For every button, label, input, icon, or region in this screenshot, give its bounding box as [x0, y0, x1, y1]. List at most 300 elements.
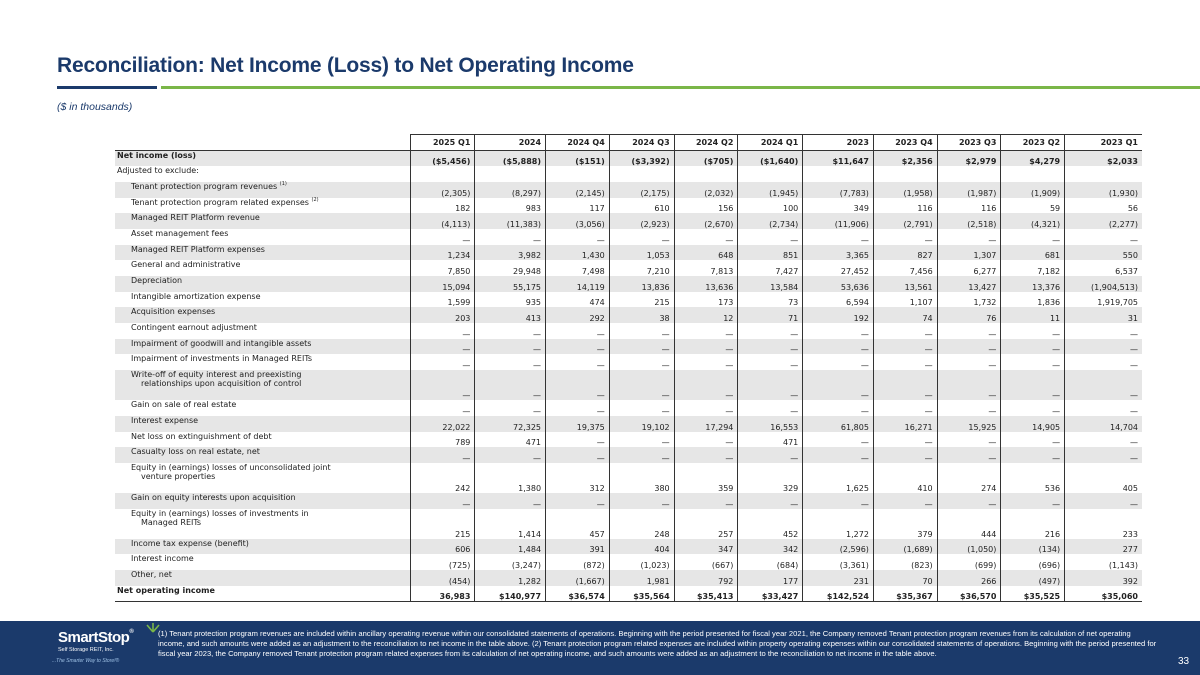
row-label	[115, 570, 410, 586]
table-cell: 3,365	[803, 245, 874, 261]
table-cell: 266	[937, 570, 1001, 586]
table-row	[115, 463, 1142, 493]
table-cell	[937, 166, 1001, 182]
table-cell: 1,625	[803, 463, 874, 493]
table-cell: 242	[410, 463, 475, 493]
table-cell: —	[475, 229, 546, 245]
table-cell: —	[738, 323, 803, 339]
row-label-continuation: venture properties	[141, 471, 216, 481]
table-cell: 71	[738, 307, 803, 323]
table-cell: 1,919,705	[1065, 292, 1142, 308]
row-label	[115, 292, 410, 308]
column-header: 2024 Q2	[674, 135, 738, 151]
table-cell: 342	[738, 539, 803, 555]
table-cell: —	[873, 339, 937, 355]
table-cell: 15,094	[410, 276, 475, 292]
table-cell: 380	[609, 463, 674, 493]
table-cell: 13,636	[674, 276, 738, 292]
row-label	[115, 416, 410, 432]
table-row	[115, 260, 1142, 276]
table-cell: 277	[1065, 539, 1142, 555]
company-logo	[52, 629, 134, 664]
table-cell: 182	[410, 198, 475, 214]
table-cell: 550	[1065, 245, 1142, 261]
table-row	[115, 307, 1142, 323]
table-cell: 827	[873, 245, 937, 261]
table-cell: —	[609, 354, 674, 370]
table-cell: —	[873, 354, 937, 370]
table-cell: —	[1001, 447, 1065, 463]
table-cell: (1,930)	[1065, 182, 1142, 198]
table-cell: (1,143)	[1065, 554, 1142, 570]
row-label-text: Casualty loss on real estate, net	[131, 447, 260, 457]
table-cell: $35,564	[609, 586, 674, 602]
column-header: 2025 Q1	[410, 135, 475, 151]
table-cell: 1,414	[475, 509, 546, 539]
table-row	[115, 198, 1142, 214]
row-label-text: Asset management fees	[131, 228, 229, 238]
table-cell: —	[937, 432, 1001, 448]
table-cell: —	[803, 370, 874, 400]
table-cell: —	[475, 370, 546, 400]
row-label-text: Managed REIT Platform expenses	[131, 244, 265, 254]
table-cell: $4,279	[1001, 151, 1065, 167]
table-cell: (1,909)	[1001, 182, 1065, 198]
table-cell: —	[609, 493, 674, 509]
row-label-text: Interest expense	[131, 415, 199, 425]
row-label-text: Depreciation	[131, 276, 183, 285]
table-cell: 983	[475, 198, 546, 214]
table-row	[115, 182, 1142, 198]
table-cell: —	[674, 370, 738, 400]
table-cell: 3,982	[475, 245, 546, 261]
table-cell: —	[674, 354, 738, 370]
table-cell: —	[873, 323, 937, 339]
row-label-text: Gain on equity interests upon acquisition	[131, 492, 296, 502]
table-cell: —	[1065, 229, 1142, 245]
footnote-text: (1) Tenant protection program revenues are included within ancillary operating revenue within our consolidated statements of operations. Beginning with the period presented for fiscal year 2021, the Company removed Tenant protection program revenues from its calculation of net operating income, and such amounts were added as an adjustment to the reconciliation to net income in the table above. (2) Tenant protection program related expenses are included within property operating expenses within our consolidated statements of operations. Beginning with the period presented for fiscal year 2023, the Company removed Tenant protection program related expenses from its calculation of net operating income, and such amounts were added as an adjustment to the reconciliation to net income in the table above.	[158, 629, 1157, 658]
table-cell: —	[873, 370, 937, 400]
table-cell: —	[1001, 323, 1065, 339]
table-cell: 444	[937, 509, 1001, 539]
row-label	[115, 260, 410, 276]
table-row	[115, 370, 1142, 400]
table-cell: 53,636	[803, 276, 874, 292]
footnote-marker: (2)	[311, 196, 319, 203]
table-cell: 413	[475, 307, 546, 323]
table-cell: 56	[1065, 198, 1142, 214]
table-cell: —	[609, 339, 674, 355]
table-cell: —	[738, 354, 803, 370]
table-row	[115, 151, 1142, 167]
table-cell: (823)	[873, 554, 937, 570]
table-cell: —	[1001, 354, 1065, 370]
table-cell: (1,667)	[546, 570, 610, 586]
row-label	[115, 400, 410, 416]
table-cell: $2,033	[1065, 151, 1142, 167]
row-label	[115, 539, 410, 555]
table-cell: (497)	[1001, 570, 1065, 586]
row-label	[115, 493, 410, 509]
table-cell: —	[803, 493, 874, 509]
table-cell: 116	[873, 198, 937, 214]
row-label	[115, 447, 410, 463]
table-cell: (2,670)	[674, 213, 738, 229]
row-label-text: Adjusted to exclude:	[117, 166, 199, 176]
table-cell: —	[803, 354, 874, 370]
table-cell: 27,452	[803, 260, 874, 276]
table-cell: —	[738, 400, 803, 416]
row-label-text: Intangible amortization expense	[131, 291, 261, 301]
table-cell: 1,836	[1001, 292, 1065, 308]
row-label	[115, 166, 410, 182]
table-cell: 1,484	[475, 539, 546, 555]
header-blank-cell	[115, 135, 410, 151]
row-label	[115, 198, 410, 214]
table-row	[115, 539, 1142, 555]
row-label-text: Acquisition expenses	[131, 307, 216, 317]
table-cell: —	[674, 447, 738, 463]
table-cell: —	[475, 339, 546, 355]
row-label-text: Tenant protection program related expenses	[131, 197, 312, 207]
table-cell: 70	[873, 570, 937, 586]
table-cell: 935	[475, 292, 546, 308]
table-cell	[1065, 166, 1142, 182]
table-cell: —	[873, 229, 937, 245]
table-cell: (667)	[674, 554, 738, 570]
table-cell: 1,981	[609, 570, 674, 586]
table-cell: 7,850	[410, 260, 475, 276]
title-rule-green	[161, 86, 1200, 89]
units-note: ($ in thousands)	[57, 101, 133, 113]
row-label-text: General and administrative	[131, 260, 241, 270]
page-title: Reconciliation: Net Income (Loss) to Net Operating Income	[57, 54, 634, 77]
table-cell: 1,053	[609, 245, 674, 261]
table-row	[115, 447, 1142, 463]
table-cell: 1,282	[475, 570, 546, 586]
table-cell: 7,182	[1001, 260, 1065, 276]
table-cell	[803, 166, 874, 182]
table-cell: (2,145)	[546, 182, 610, 198]
table-cell: —	[803, 339, 874, 355]
table-body	[115, 151, 1142, 602]
table-cell: (11,906)	[803, 213, 874, 229]
table-cell: $35,413	[674, 586, 738, 602]
table-cell: (7,783)	[803, 182, 874, 198]
table-cell: 116	[937, 198, 1001, 214]
table-cell: 347	[674, 539, 738, 555]
column-header: 2023 Q3	[937, 135, 1001, 151]
table-cell: 233	[1065, 509, 1142, 539]
table-row	[115, 354, 1142, 370]
row-label-text: Equity in (earnings) losses of investments in	[131, 508, 309, 518]
table-cell: 13,561	[873, 276, 937, 292]
table-cell: —	[475, 447, 546, 463]
table-cell: —	[873, 400, 937, 416]
table-cell: 31	[1065, 307, 1142, 323]
row-label-text: Contingent earnout adjustment	[131, 323, 257, 333]
table-cell: 216	[1001, 509, 1065, 539]
table-cell: —	[937, 323, 1001, 339]
table-row	[115, 493, 1142, 509]
table-cell: —	[937, 370, 1001, 400]
table-cell: ($705)	[674, 151, 738, 167]
table-cell: $33,427	[738, 586, 803, 602]
table-cell: —	[803, 432, 874, 448]
table-cell: (699)	[937, 554, 1001, 570]
table-cell: —	[873, 432, 937, 448]
column-header: 2023 Q4	[873, 135, 937, 151]
table-row	[115, 245, 1142, 261]
table-cell: —	[937, 447, 1001, 463]
table-row	[115, 213, 1142, 229]
row-label	[115, 151, 410, 167]
row-label	[115, 509, 410, 539]
row-label	[115, 276, 410, 292]
table-cell	[738, 166, 803, 182]
row-label-text: Gain on sale of real estate	[131, 400, 237, 410]
table-cell: 391	[546, 539, 610, 555]
table-cell: 379	[873, 509, 937, 539]
table-cell: —	[937, 339, 1001, 355]
table-cell: 1,599	[410, 292, 475, 308]
row-label-text: Income tax expense (benefit)	[131, 538, 249, 548]
table-cell: —	[609, 447, 674, 463]
table-cell: 392	[1065, 570, 1142, 586]
row-label-text: Net operating income	[117, 585, 215, 595]
table-cell: 359	[674, 463, 738, 493]
table-cell	[546, 166, 610, 182]
row-label	[115, 213, 410, 229]
table-cell: 648	[674, 245, 738, 261]
row-label	[115, 229, 410, 245]
table-cell	[475, 166, 546, 182]
table-cell: 1,380	[475, 463, 546, 493]
table-cell: (3,247)	[475, 554, 546, 570]
row-label-text: Impairment of investments in Managed REITs	[131, 354, 313, 364]
title-rule-navy	[57, 86, 157, 89]
table-cell: ($5,456)	[410, 151, 475, 167]
table-cell: —	[738, 229, 803, 245]
table-cell: —	[475, 323, 546, 339]
column-header: 2023 Q1	[1065, 135, 1142, 151]
table-cell: 789	[410, 432, 475, 448]
table-cell: 16,553	[738, 416, 803, 432]
table-cell: 15,925	[937, 416, 1001, 432]
table-cell: 474	[546, 292, 610, 308]
table-cell: 6,594	[803, 292, 874, 308]
table-cell: —	[546, 354, 610, 370]
table-row	[115, 292, 1142, 308]
table-cell: 13,376	[1001, 276, 1065, 292]
table-cell: —	[1001, 493, 1065, 509]
table-cell: —	[1065, 493, 1142, 509]
table-cell: (454)	[410, 570, 475, 586]
table-cell: 16,271	[873, 416, 937, 432]
table-cell: 292	[546, 307, 610, 323]
table-cell: —	[546, 432, 610, 448]
table-cell: 73	[738, 292, 803, 308]
table-row	[115, 432, 1142, 448]
table-header-row	[115, 135, 1142, 151]
table-cell: —	[873, 493, 937, 509]
table-cell: —	[410, 354, 475, 370]
row-label	[115, 370, 410, 400]
table-cell: —	[674, 400, 738, 416]
table-cell: $35,367	[873, 586, 937, 602]
table-cell	[1001, 166, 1065, 182]
table-cell: —	[873, 447, 937, 463]
table-cell: 76	[937, 307, 1001, 323]
table-cell: 14,119	[546, 276, 610, 292]
table-cell: —	[1001, 370, 1065, 400]
table-cell: (725)	[410, 554, 475, 570]
table-cell: —	[738, 493, 803, 509]
table-cell: (2,923)	[609, 213, 674, 229]
row-label-text: Write-off of equity interest and preexisting	[131, 370, 302, 380]
row-label	[115, 554, 410, 570]
table-cell: —	[738, 447, 803, 463]
table-cell: —	[803, 229, 874, 245]
table-cell: —	[1065, 354, 1142, 370]
table-cell: —	[937, 354, 1001, 370]
table-cell: 11	[1001, 307, 1065, 323]
table-cell: —	[1065, 447, 1142, 463]
table-cell: 61,805	[803, 416, 874, 432]
table-row	[115, 586, 1142, 602]
table-cell: 203	[410, 307, 475, 323]
table-cell: —	[937, 229, 1001, 245]
table-cell: 117	[546, 198, 610, 214]
table-cell: (4,321)	[1001, 213, 1065, 229]
table-cell: $2,979	[937, 151, 1001, 167]
table-cell: 59	[1001, 198, 1065, 214]
table-cell: (684)	[738, 554, 803, 570]
table-cell: (696)	[1001, 554, 1065, 570]
table-cell: —	[674, 229, 738, 245]
table-row	[115, 166, 1142, 182]
table-cell: 72,325	[475, 416, 546, 432]
table-row	[115, 323, 1142, 339]
table-cell: —	[410, 323, 475, 339]
table-cell: —	[1065, 339, 1142, 355]
table-cell: (1,958)	[873, 182, 937, 198]
table-cell: —	[937, 400, 1001, 416]
table-cell: 851	[738, 245, 803, 261]
row-label	[115, 339, 410, 355]
table-cell	[609, 166, 674, 182]
footnote-marker: (1)	[279, 180, 287, 187]
table-cell: —	[738, 370, 803, 400]
table-cell: 7,813	[674, 260, 738, 276]
table-cell: (2,032)	[674, 182, 738, 198]
column-header: 2024 Q4	[546, 135, 610, 151]
table-cell: 606	[410, 539, 475, 555]
table-cell: 1,732	[937, 292, 1001, 308]
table-cell: $2,356	[873, 151, 937, 167]
table-cell: 19,375	[546, 416, 610, 432]
table-cell: 329	[738, 463, 803, 493]
table-cell: —	[609, 323, 674, 339]
table-cell: ($1,640)	[738, 151, 803, 167]
table-cell: 6,537	[1065, 260, 1142, 276]
footer-bar	[0, 621, 1200, 675]
row-label-continuation: relationships upon acquisition of control	[141, 379, 302, 389]
table-cell: 13,836	[609, 276, 674, 292]
table-cell: (872)	[546, 554, 610, 570]
table-row	[115, 570, 1142, 586]
table-cell: 274	[937, 463, 1001, 493]
table-cell: 471	[738, 432, 803, 448]
table-cell: —	[738, 339, 803, 355]
table-row	[115, 509, 1142, 539]
table-cell: —	[475, 354, 546, 370]
row-label-text: Tenant protection program revenues	[131, 181, 280, 191]
table-cell: 681	[1001, 245, 1065, 261]
table-cell: 405	[1065, 463, 1142, 493]
page-number: 33	[1178, 656, 1190, 667]
column-header: 2023	[803, 135, 874, 151]
row-label	[115, 463, 410, 493]
table-cell: —	[546, 370, 610, 400]
table-cell: 7,456	[873, 260, 937, 276]
table-cell: ($3,392)	[609, 151, 674, 167]
table-cell: (3,361)	[803, 554, 874, 570]
table-cell: —	[410, 339, 475, 355]
column-header: 2023 Q2	[1001, 135, 1065, 151]
table-cell: $36,574	[546, 586, 610, 602]
table-cell: 610	[609, 198, 674, 214]
table-cell: (3,056)	[546, 213, 610, 229]
table-cell: —	[546, 447, 610, 463]
table-cell: 55,175	[475, 276, 546, 292]
table-row	[115, 276, 1142, 292]
table-cell: 215	[609, 292, 674, 308]
row-label	[115, 245, 410, 261]
table-cell: —	[410, 400, 475, 416]
table-cell: (4,113)	[410, 213, 475, 229]
table-cell: —	[674, 493, 738, 509]
table-cell: 14,905	[1001, 416, 1065, 432]
table-cell: 100	[738, 198, 803, 214]
row-label-text: Other, net	[131, 569, 172, 579]
table-cell: —	[803, 447, 874, 463]
row-label-text: Interest income	[131, 554, 194, 564]
row-label-text: Equity in (earnings) losses of unconsolidated joint	[131, 462, 331, 472]
table-cell: 404	[609, 539, 674, 555]
table-cell: $35,060	[1065, 586, 1142, 602]
table-cell: (11,383)	[475, 213, 546, 229]
table-cell: —	[546, 229, 610, 245]
table-cell: —	[674, 339, 738, 355]
table-cell: 13,427	[937, 276, 1001, 292]
table-cell: 192	[803, 307, 874, 323]
table-cell: 13,584	[738, 276, 803, 292]
table-row	[115, 229, 1142, 245]
table-cell: 536	[1001, 463, 1065, 493]
table-cell: —	[1065, 323, 1142, 339]
column-header: 2024 Q3	[609, 135, 674, 151]
table-cell: (1,904,513)	[1065, 276, 1142, 292]
table-cell: 215	[410, 509, 475, 539]
table-cell: 22,022	[410, 416, 475, 432]
row-label	[115, 323, 410, 339]
table-cell: 1,307	[937, 245, 1001, 261]
row-label-text: Managed REIT Platform revenue	[131, 213, 260, 223]
table-row	[115, 339, 1142, 355]
table-cell: —	[609, 370, 674, 400]
row-label-text: Impairment of goodwill and intangible assets	[131, 338, 312, 348]
